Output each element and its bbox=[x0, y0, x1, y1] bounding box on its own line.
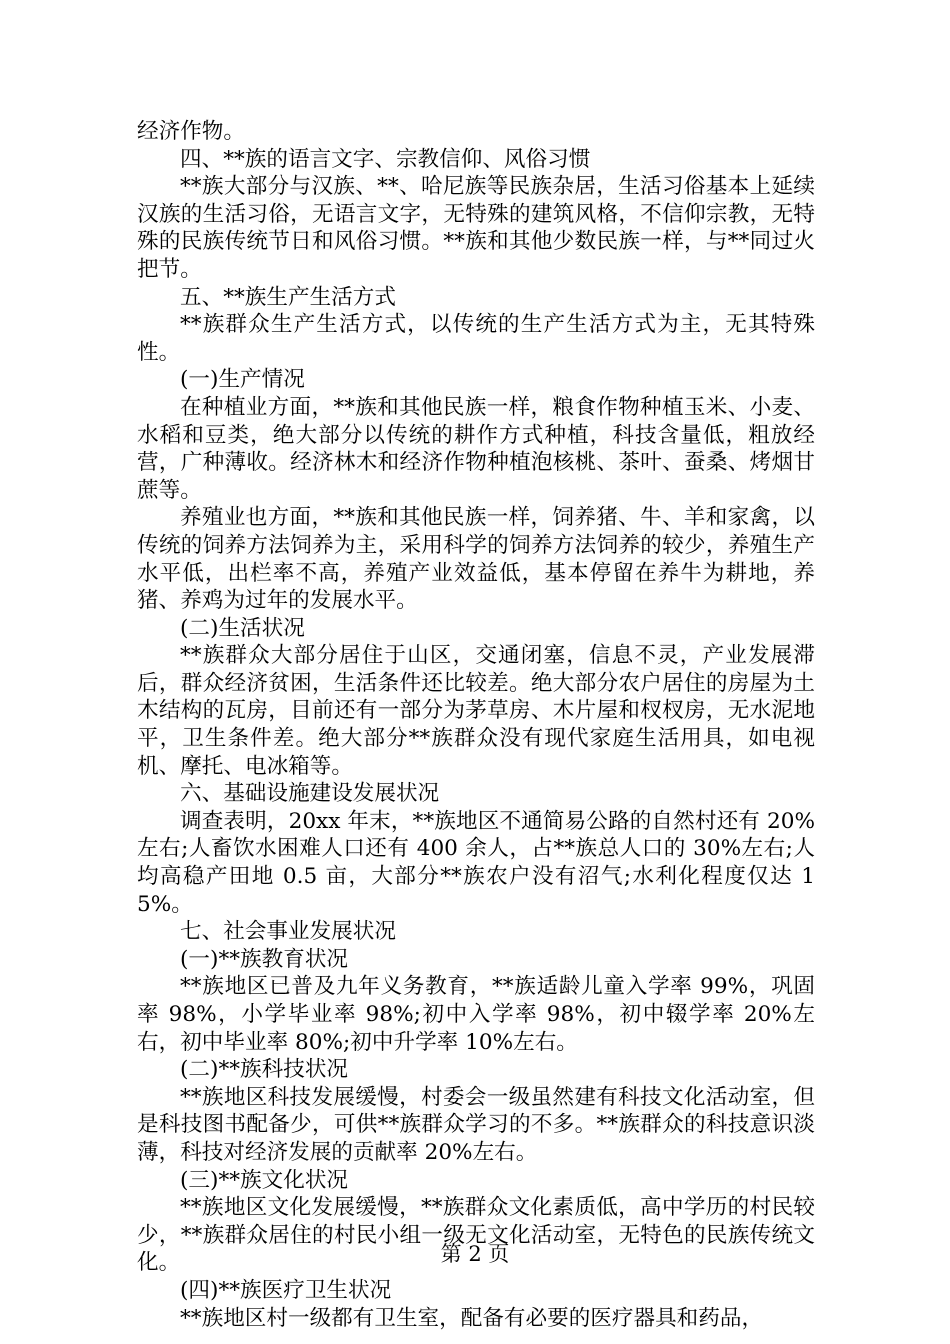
subsection-heading: (一)生产情况 bbox=[180, 367, 305, 393]
paragraph: **族群众大部分居住于山区，交通闭塞，信息不灵，产业发展滞后，群众经济贫困，生活条件还比较差。绝大部分农户居住的房屋为土木结构的瓦房，目前还有一部分为茅草房、木片屋和杈杈房，无水泥地平，卫生条件差。绝大部分**族群众没有现代家庭生活用具，如电视机、摩托、电冰箱等。 bbox=[137, 643, 815, 779]
page-footer bbox=[0, 1241, 950, 1267]
paragraph: 养殖业也方面，**族和其他民族一样，饲养猪、牛、羊和家禽，以传统的饲养方法饲养为主，采用科学的饲养方法饲养的较少，养殖生产水平低，出栏率不高，养殖产业效益低，基本停留在养牛为耕地，养猪、养鸡为过年的发展水平。 bbox=[137, 505, 815, 614]
subsection-heading: (三)**族文化状况 bbox=[180, 1167, 349, 1193]
subsection-heading: (一)**族教育状况 bbox=[180, 946, 349, 972]
section-heading-6: 六、基础设施建设发展状况 bbox=[180, 781, 440, 807]
subsection-heading: (二)生活状况 bbox=[180, 615, 305, 641]
document-body bbox=[137, 118, 815, 1332]
paragraph: 在种植业方面，**族和其他民族一样，粮食作物种植玉米、小麦、水稻和豆类，绝大部分以传统的耕作方式种植，科技含量低，粗放经营，广种薄收。经济林木和经济作物种植泡核桃、茶叶、蚕桑、烤烟甘蔗等。 bbox=[137, 394, 815, 503]
paragraph: **族地区已普及九年义务教育，**族适龄儿童入学率 99%，巩固率 98%，小学毕业率 98%;初中入学率 98%，初中辍学率 20%左右，初中毕业率 80%;初中升学率 10%左右。 bbox=[137, 974, 815, 1055]
paragraph: **族大部分与汉族、**、哈尼族等民族杂居，生活习俗基本上延续汉族的生活习俗，无语言文字，无特殊的建筑风格，不信仰宗教，无特殊的民族传统节日和风俗习惯。**族和其他少数民族一样，与**同过火把节。 bbox=[137, 174, 815, 282]
paragraph-continuation: 经济作物。 bbox=[137, 119, 245, 144]
subsection-heading: (二)**族科技状况 bbox=[180, 1057, 349, 1083]
section-heading-7: 七、社会事业发展状况 bbox=[180, 919, 396, 945]
subsection-heading: (四)**族医疗卫生状况 bbox=[180, 1277, 392, 1303]
paragraph: **族地区文化发展缓慢，**族群众文化素质低，高中学历的村民较少，**族群众居住的村民小组一级无文化活动室，无特色的民族传统文化。 bbox=[137, 1195, 815, 1276]
paragraph: **族地区村一级都有卫生室，配备有必要的医疗器具和药品， bbox=[180, 1305, 764, 1331]
paragraph: **族地区科技发展缓慢，村委会一级虽然建有科技文化活动室，但是科技图书配备少，可供**族群众学习的不多。**族群众的科技意识淡薄，科技对经济发展的贡献率 20%左右。 bbox=[137, 1084, 815, 1165]
section-heading-4: 四、**族的语言文字、宗教信仰、风俗习惯 bbox=[180, 146, 591, 172]
paragraph: **族群众生产生活方式，以传统的生产生活方式为主，无其特殊性。 bbox=[137, 312, 815, 365]
page-number: 第 2 页 bbox=[440, 1242, 510, 1266]
paragraph: 调查表明，20xx 年末，**族地区不通简易公路的自然村还有 20%左右;人畜饮水困难人口还有 400 余人，占**族总人口的 30%左右;人均高稳产田地 0.5 亩，大部分**族农户没有沼气;水利化程度仅达 15%。 bbox=[137, 808, 815, 917]
section-heading-5: 五、**族生产生活方式 bbox=[180, 284, 396, 310]
